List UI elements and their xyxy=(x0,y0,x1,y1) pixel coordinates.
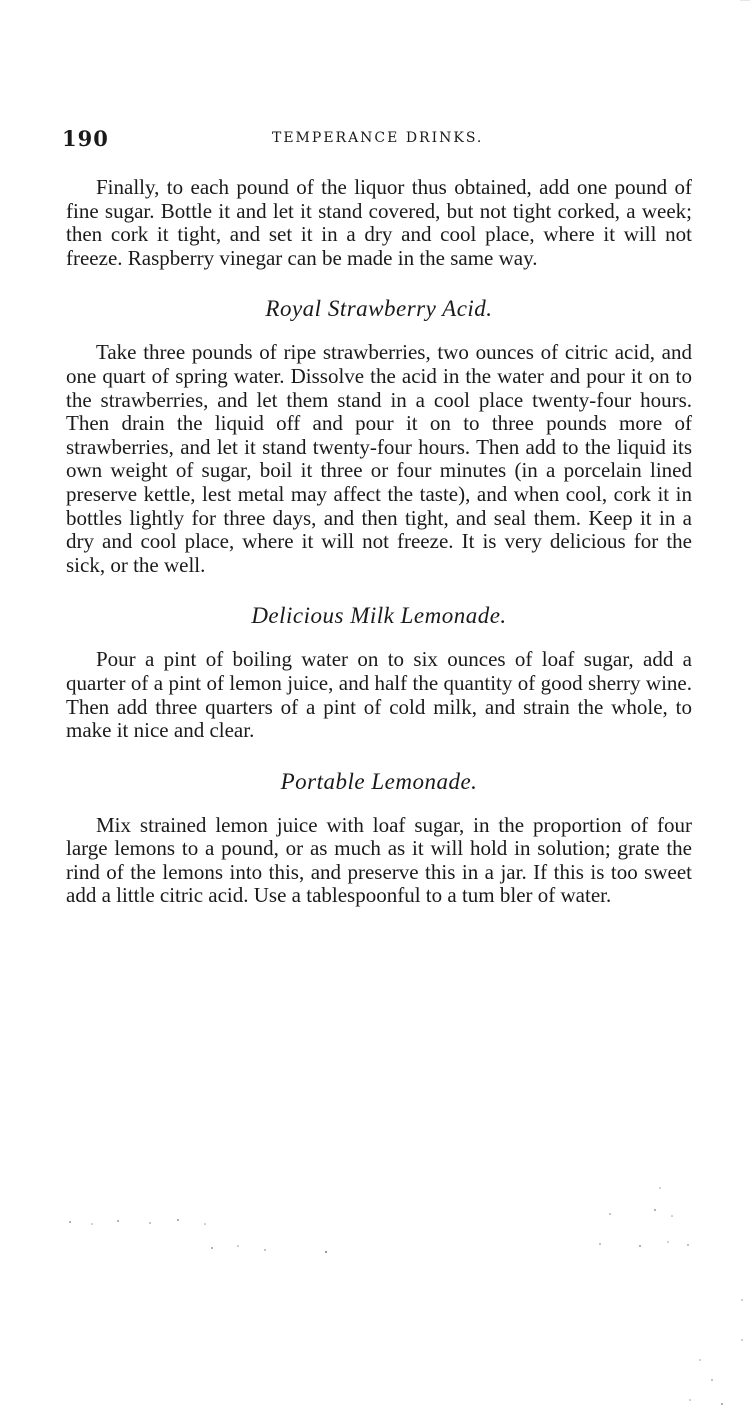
page-body xyxy=(66,176,692,908)
page-number: 190 xyxy=(62,126,109,151)
intro-paragraph: Finally, to each pound of the liquor thus obtained, add one pound of fine sugar. Bottle it and let it stand covered, but not tight corked, a week; then cork it tight, and set it in a dry and cool place, where it will not freeze. Raspberry vinegar can be made in the same way. xyxy=(66,175,692,270)
recipe-text-delicious-milk-lemonade: Pour a pint of boiling water on to six ounces of loaf sugar, add a quarter of a pint of lemon juice, and half the quantity of good sherry wine. Then add three quarters of a pint of cold milk, and strain the whole, to make it nice and clear. xyxy=(66,647,692,743)
recipe-title-portable-lemonade: Portable Lemonade. xyxy=(280,768,478,794)
running-head xyxy=(62,126,692,156)
recipe-text-royal-strawberry-acid: Take three pounds of ripe strawberries, two ounces of citric acid, and one quart of spring water. Dissolve the acid in the water and pour it on to the strawberries, and let them stand in a cool place twenty-four hours. Then drain the liquid off and pour it on to three pounds more of strawberries, and let it stand twenty-four hours. Then add to the liquid its own weight of sugar, boil it three or four minutes (in a porcelain lined preserve kettle, lest metal may affect the taste), and when cool, cork it in bottles lightly for three days, and then tight, and seal them. Keep it in a dry and cool place, where it will not freeze. It is very delicious for the sick, or the well. xyxy=(66,340,692,577)
recipe-text-portable-lemonade: Mix strained lemon juice with loaf sugar, in the proportion of four large lemons to a pound, or as much as it will hold in solution; grate the rind of the lemons into this, and preserve this in a jar. If this is too sweet add a little citric acid. Use a tablespoonful to a tum bler of water. xyxy=(66,812,692,908)
recipe-title-royal-strawberry-acid: Royal Strawberry Acid. xyxy=(265,296,493,322)
running-title: TEMPERANCE DRINKS. xyxy=(272,130,484,146)
recipe-title-delicious-milk-lemonade: Delicious Milk Lemonade. xyxy=(251,603,507,629)
